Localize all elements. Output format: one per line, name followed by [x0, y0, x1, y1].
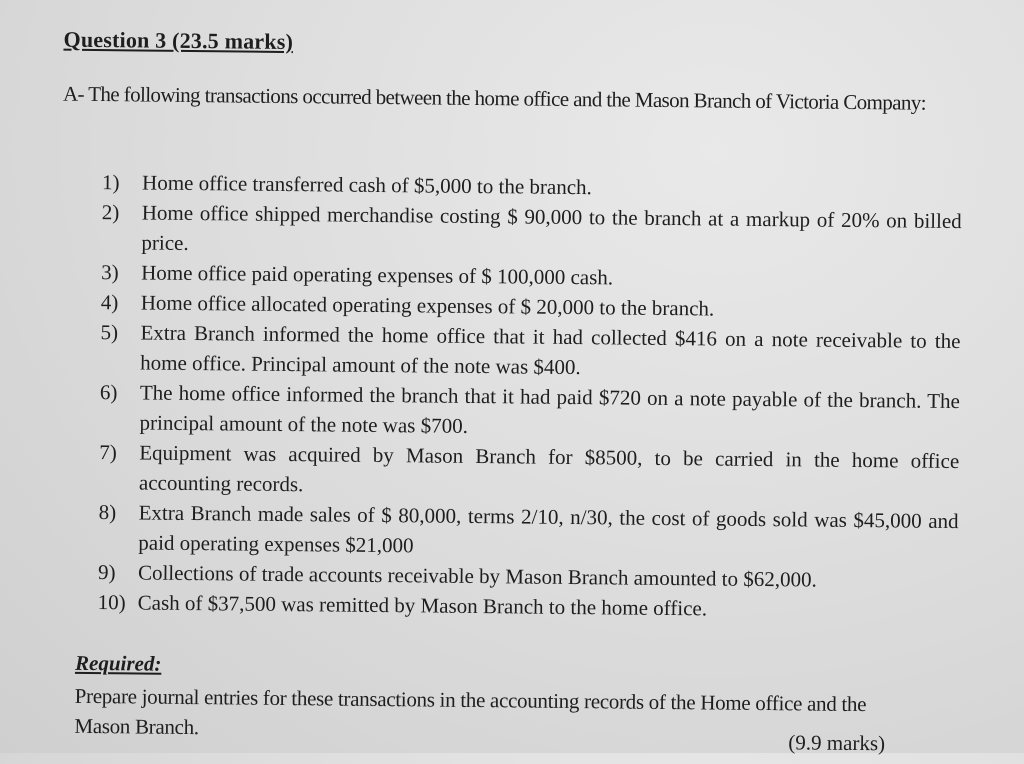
transaction-text: Cash of $37,500 was remitted by Mason Branch to the home office.: [137, 590, 708, 621]
transaction-text: Home office transferred cash of $5,000 to the branch.: [141, 170, 592, 200]
transaction-text: Extra Branch made sales of $ 80,000, terms 2/10, n/30, the cost of goods sold was $45,000 and paid operating expenses $21,000: [138, 500, 959, 558]
transaction-text: The home office informed the branch that it had paid $720 on a note payable of the branch. The principal amount of the note was $700.: [139, 380, 960, 438]
transaction-item: [101, 197, 962, 266]
question-title: Question 3 (23.5 marks): [63, 26, 294, 55]
question-intro: A- The following transactions occurred between the home office and the Mason Branch of Victoria Company:: [62, 81, 927, 115]
transaction-item: [100, 317, 961, 386]
transaction-text: Collections of trade accounts receivable by Mason Branch amounted to $62,000.: [137, 560, 817, 592]
transaction-number: 10): [97, 590, 126, 615]
transaction-number: 1): [101, 170, 120, 195]
transaction-text: Home office shipped merchandise costing $ 90,000 to the branch at a markup of 20% on billed price.: [141, 200, 962, 255]
transaction-text: Extra Branch informed the home office that it had collected $416 on a note receivable to the home office. Principal amount of the note was $400.: [140, 320, 961, 380]
marks-label: (9.9 marks): [788, 730, 886, 756]
transaction-number: 6): [99, 380, 118, 405]
transaction-item: [99, 377, 960, 446]
transaction-text: Home office paid operating expenses of $ 100,000 cash.: [141, 260, 614, 290]
required-instructions: Prepare journal entries for these transactions in the accounting records of the Home office and the Mason Branch.: [74, 683, 867, 740]
transaction-item: [98, 497, 959, 566]
required-heading: Required:: [74, 650, 162, 676]
transaction-list: [98, 167, 963, 626]
transaction-text: Equipment was acquired by Mason Branch for $8500, to be carried in the home office accounting records.: [138, 440, 960, 497]
transaction-text: Home office allocated operating expenses of $ 20,000 to the branch.: [140, 290, 715, 321]
transaction-number: 5): [100, 320, 119, 345]
transaction-item: [99, 437, 960, 506]
transaction-number: 8): [98, 500, 117, 525]
transaction-number: 3): [101, 260, 119, 285]
transaction-number: 4): [100, 290, 119, 315]
transaction-number: 2): [101, 200, 120, 225]
transaction-number: 7): [99, 440, 117, 465]
transaction-number: 9): [97, 560, 116, 585]
